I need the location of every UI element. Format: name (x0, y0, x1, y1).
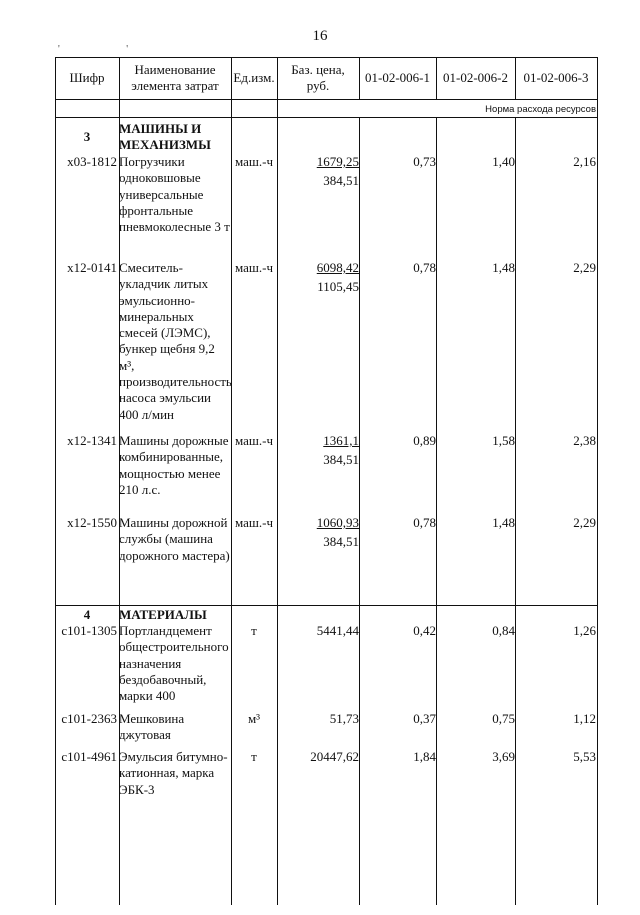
row-value-2: 0,84 (492, 623, 515, 638)
row-name: Погрузчики одноковшовые универсальные фронтальные пневмоколесные 3 т (119, 154, 230, 235)
row-name: Портландцемент общестроительного назначения бездобавочный, марки 400 (119, 623, 229, 704)
row-unit: м³ (247, 711, 261, 726)
section-number: 4 (83, 607, 91, 622)
row-value-2: 1,48 (492, 515, 515, 530)
row-code: х12-1341 (67, 433, 117, 448)
row-value-3: 2,16 (573, 154, 596, 169)
header-col1: 01-02-006-1 (365, 70, 430, 85)
row-name: Мешковина джутовая (119, 711, 185, 743)
table-border-right (597, 57, 598, 905)
section-number: 3 (83, 129, 91, 144)
row-value-1: 0,42 (413, 623, 436, 638)
table-border-left (55, 57, 56, 905)
row-unit: маш.-ч (234, 515, 274, 530)
row-price-total: 5441,44 (316, 623, 359, 638)
row-value-1: 0,78 (413, 260, 436, 275)
row-value-2: 1,48 (492, 260, 515, 275)
row-price-total: 20447,62 (310, 749, 359, 764)
row-unit: маш.-ч (234, 433, 274, 448)
row-price-total: 6098,42 (316, 260, 359, 275)
row-code: х12-0141 (67, 260, 117, 275)
scan-specks: ' ' (58, 44, 161, 55)
row-value-2: 0,75 (492, 711, 515, 726)
header-col2: 01-02-006-2 (443, 70, 508, 85)
row-value-3: 2,38 (573, 433, 596, 448)
row-value-3: 5,53 (573, 749, 596, 764)
header-price: Баз. цена, руб. (291, 62, 345, 93)
row-value-1: 0,89 (413, 433, 436, 448)
row-code: с101-2363 (61, 711, 117, 726)
row-unit: т (251, 749, 257, 764)
row-value-1: 1,84 (413, 749, 436, 764)
row-price-total: 1361,1 (323, 433, 359, 448)
row-price-wage: 1105,45 (317, 279, 359, 294)
header-divider (55, 99, 598, 100)
row-name: Смеситель-укладчик литых эмульсионно-минеральных смесей (ЛЭМС), бункер щебня 9,2 м³, производительность насоса эмульсии 400 л/мин (119, 260, 232, 422)
row-value-1: 0,73 (413, 154, 436, 169)
row-unit: маш.-ч (234, 260, 274, 275)
header-col3: 01-02-006-3 (523, 70, 589, 85)
row-value-3: 1,12 (573, 711, 596, 726)
col-divider (359, 117, 360, 905)
header-name: Наименование элемента затрат (131, 62, 219, 93)
row-unit: маш.-ч (234, 154, 274, 169)
norm-label: Норма расхода ресурсов (485, 104, 596, 115)
row-name: Машины дорожной службы (машина дорожного мастера) (119, 515, 230, 563)
row-code: х12-1550 (67, 515, 117, 530)
header-code: Шифр (69, 70, 105, 85)
row-value-2: 1,58 (492, 433, 515, 448)
row-name: Эмульсия битумно-катионная, марка ЭБК-3 (119, 749, 228, 797)
row-price-total: 1679,25 (316, 154, 359, 169)
row-value-3: 2,29 (573, 260, 596, 275)
section-title: МАШИНЫ И МЕХАНИЗМЫ (119, 121, 211, 153)
section-divider (55, 605, 598, 606)
row-value-2: 3,69 (492, 749, 515, 764)
row-value-2: 1,40 (492, 154, 515, 169)
row-price-total: 1060,93 (316, 515, 359, 530)
row-unit: т (251, 623, 257, 638)
row-price-wage: 384,51 (323, 452, 359, 467)
row-code: х03-1812 (67, 154, 117, 169)
header-unit: Ед.изм. (233, 70, 275, 85)
norm-divider (55, 117, 598, 118)
row-price-total: 51,73 (329, 711, 359, 726)
row-value-3: 1,26 (573, 623, 596, 638)
row-price-wage: 384,51 (323, 534, 359, 549)
row-value-1: 0,37 (413, 711, 436, 726)
row-value-3: 2,29 (573, 515, 596, 530)
row-code: с101-1305 (61, 623, 117, 638)
row-value-1: 0,78 (413, 515, 436, 530)
col-divider (515, 117, 516, 905)
row-name: Машины дорожные комбинированные, мощностью менее 210 л.с. (119, 433, 229, 497)
page-number: 16 (312, 28, 328, 44)
col-divider (436, 117, 437, 905)
section-title: МАТЕРИАЛЫ (119, 607, 207, 622)
resource-table (55, 57, 598, 915)
row-price-wage: 384,51 (323, 173, 359, 188)
row-code: с101-4961 (61, 749, 117, 764)
